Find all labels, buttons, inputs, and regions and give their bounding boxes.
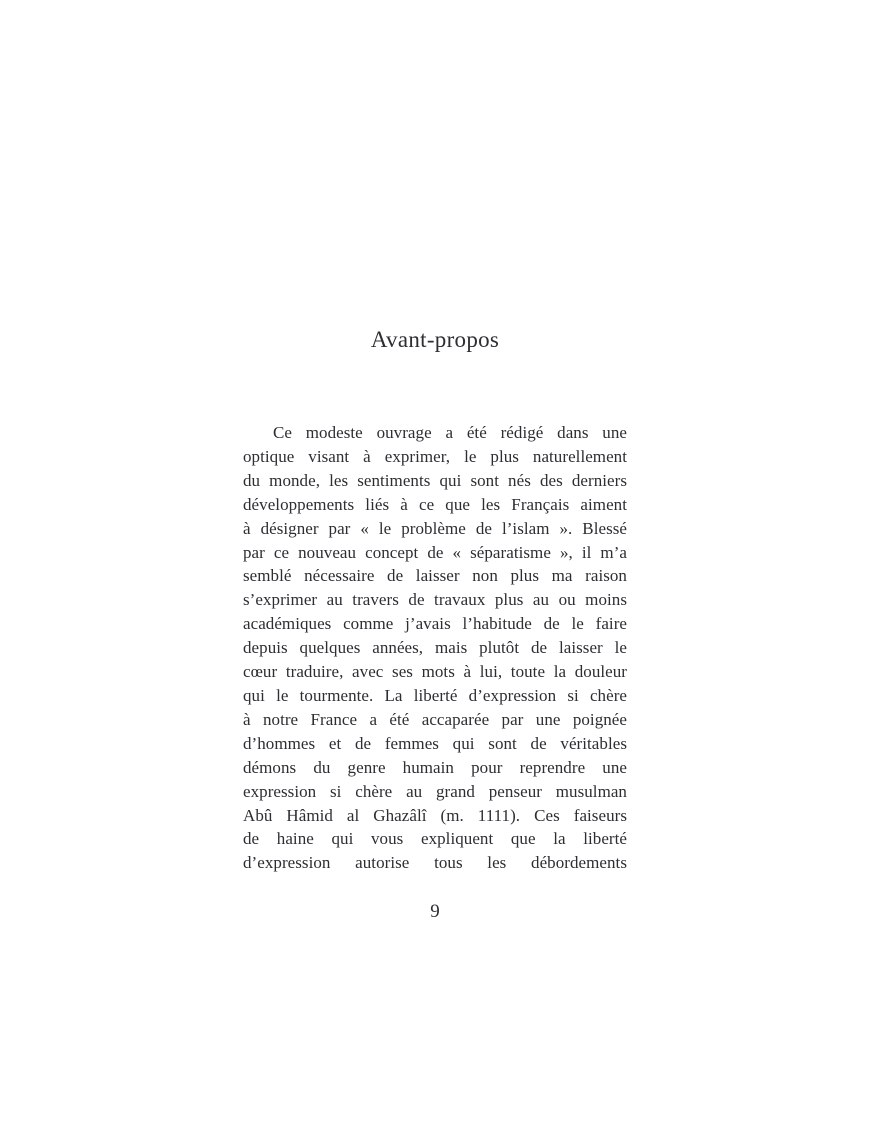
text-line: d’expression autorise tous les débordements	[243, 853, 627, 873]
text-line: à désigner par « le problème de l’islam ». Blessé	[243, 518, 627, 538]
text-line: optique visant à exprimer, le plus naturellement	[243, 446, 627, 466]
text-line: Ce modeste ouvrage a été rédigé dans une	[273, 423, 627, 442]
text-line: depuis quelques années, mais plutôt de laisser le	[243, 638, 627, 658]
page-number: 9	[430, 901, 440, 922]
text-line: démons du genre humain pour reprendre une	[243, 757, 627, 777]
text-line: d’hommes et de femmes qui sont de véritables	[243, 733, 627, 753]
text-line: cœur traduire, avec ses mots à lui, toute la douleur	[243, 662, 627, 682]
text-line: du monde, les sentiments qui sont nés des derniers	[243, 470, 627, 490]
text-line: de haine qui vous expliquent que la liberté	[243, 829, 627, 849]
text-line: à notre France a été accaparée par une poignée	[243, 709, 627, 729]
text-line: académiques comme j’avais l’habitude de le faire	[243, 614, 627, 634]
text-line: s’exprimer au travers de travaux plus au ou moins	[243, 590, 627, 610]
text-line: développements liés à ce que les Français aiment	[243, 494, 627, 514]
chapter-title: Avant-propos	[370, 327, 500, 352]
body-paragraph	[243, 421, 627, 875]
text-line: qui le tourmente. La liberté d’expression si chère	[243, 685, 627, 705]
text-line: expression si chère au grand penseur musulman	[243, 781, 627, 801]
text-line: par ce nouveau concept de « séparatisme », il m’a	[243, 542, 627, 562]
text-line: Abû Hâmid al Ghazâlî (m. 1111). Ces faiseurs	[243, 805, 627, 825]
text-line: semblé nécessaire de laisser non plus ma raison	[243, 566, 627, 586]
